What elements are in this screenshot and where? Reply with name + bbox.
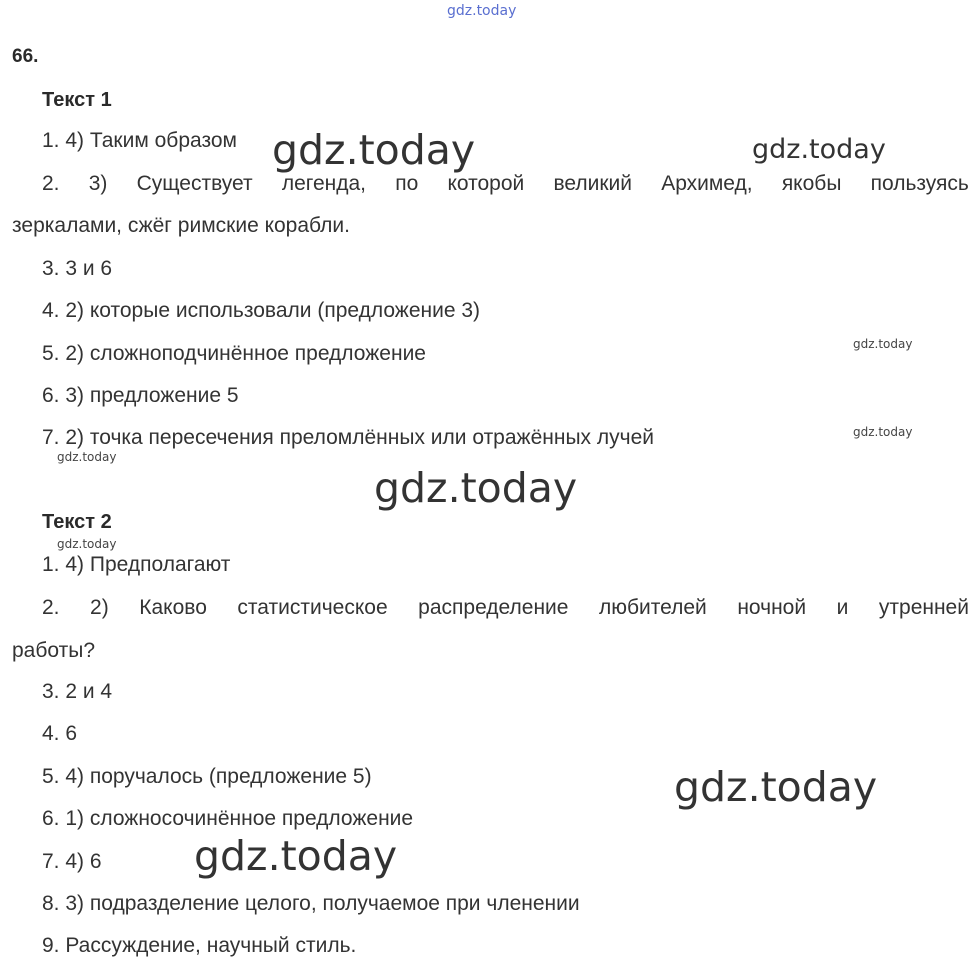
word: легенда, (281, 172, 367, 195)
word: Каково (139, 596, 207, 619)
watermark-large: gdz.today (374, 464, 578, 512)
text1-item-5: 5. 2) сложноподчинённое предложение (42, 342, 426, 365)
word: 2) (90, 596, 109, 619)
text1-item-4: 4. 2) которые использовали (предложение 3) (42, 299, 481, 322)
text2-item-1: 1. 4) Предполагают (42, 553, 231, 576)
word: любителей (599, 596, 707, 619)
text1-item-6: 6. 3) предложение 5 (42, 384, 239, 407)
text2-item-5: 5. 4) поручалось (предложение 5) (42, 765, 372, 788)
watermark-large: gdz.today (272, 126, 476, 174)
text1-item-2 (42, 171, 969, 197)
word: утренней (878, 596, 969, 619)
word: якобы (781, 172, 842, 195)
text2-item-2-continuation: работы? (12, 639, 95, 662)
watermark-top: gdz.today (447, 3, 517, 19)
word: статистическое (237, 596, 388, 619)
word: и (836, 596, 849, 619)
watermark-large: gdz.today (674, 763, 878, 811)
watermark-small: gdz.today (853, 425, 913, 439)
text2-heading: Текст 2 (42, 511, 112, 533)
text1-item-1: 1. 4) Таким образом (42, 129, 237, 152)
text2-item-6: 6. 1) сложносочинённое предложение (42, 807, 414, 830)
word: пользуясь (870, 172, 969, 195)
text2-item-9: 9. Рассуждение, научный стиль. (42, 934, 357, 957)
text2-item-4: 4. 6 (42, 722, 78, 745)
text1-item-7: 7. 2) точка пересечения преломлённых или отражённых лучей (42, 426, 654, 449)
text2-item-7: 7. 4) 6 (42, 850, 102, 873)
text2-item-2 (42, 595, 969, 621)
text2-item-3: 3. 2 и 4 (42, 680, 113, 703)
word: 2. (42, 172, 60, 195)
word: 2. (42, 596, 60, 619)
text1-heading: Текст 1 (42, 89, 112, 111)
text1-item-3: 3. 3 и 6 (42, 257, 113, 280)
watermark-large: gdz.today (194, 832, 398, 880)
word: по (395, 172, 419, 195)
task-number: 66. (12, 46, 39, 67)
word: распределение (418, 596, 569, 619)
watermark-small: gdz.today (57, 537, 117, 551)
word: 3) (88, 172, 108, 195)
text1-item-2-continuation: зеркалами, сжёг римские корабли. (12, 214, 350, 237)
text2-item-8: 8. 3) подразделение целого, получаемое при членении (42, 892, 580, 915)
word: которой (447, 172, 525, 195)
word: Существует (136, 172, 253, 195)
word: великий (553, 172, 632, 195)
watermark-small: gdz.today (853, 337, 913, 351)
watermark-medium: gdz.today (752, 134, 886, 165)
watermark-small: gdz.today (57, 450, 117, 464)
word: ночной (737, 596, 807, 619)
word: Архимед, (661, 172, 753, 195)
